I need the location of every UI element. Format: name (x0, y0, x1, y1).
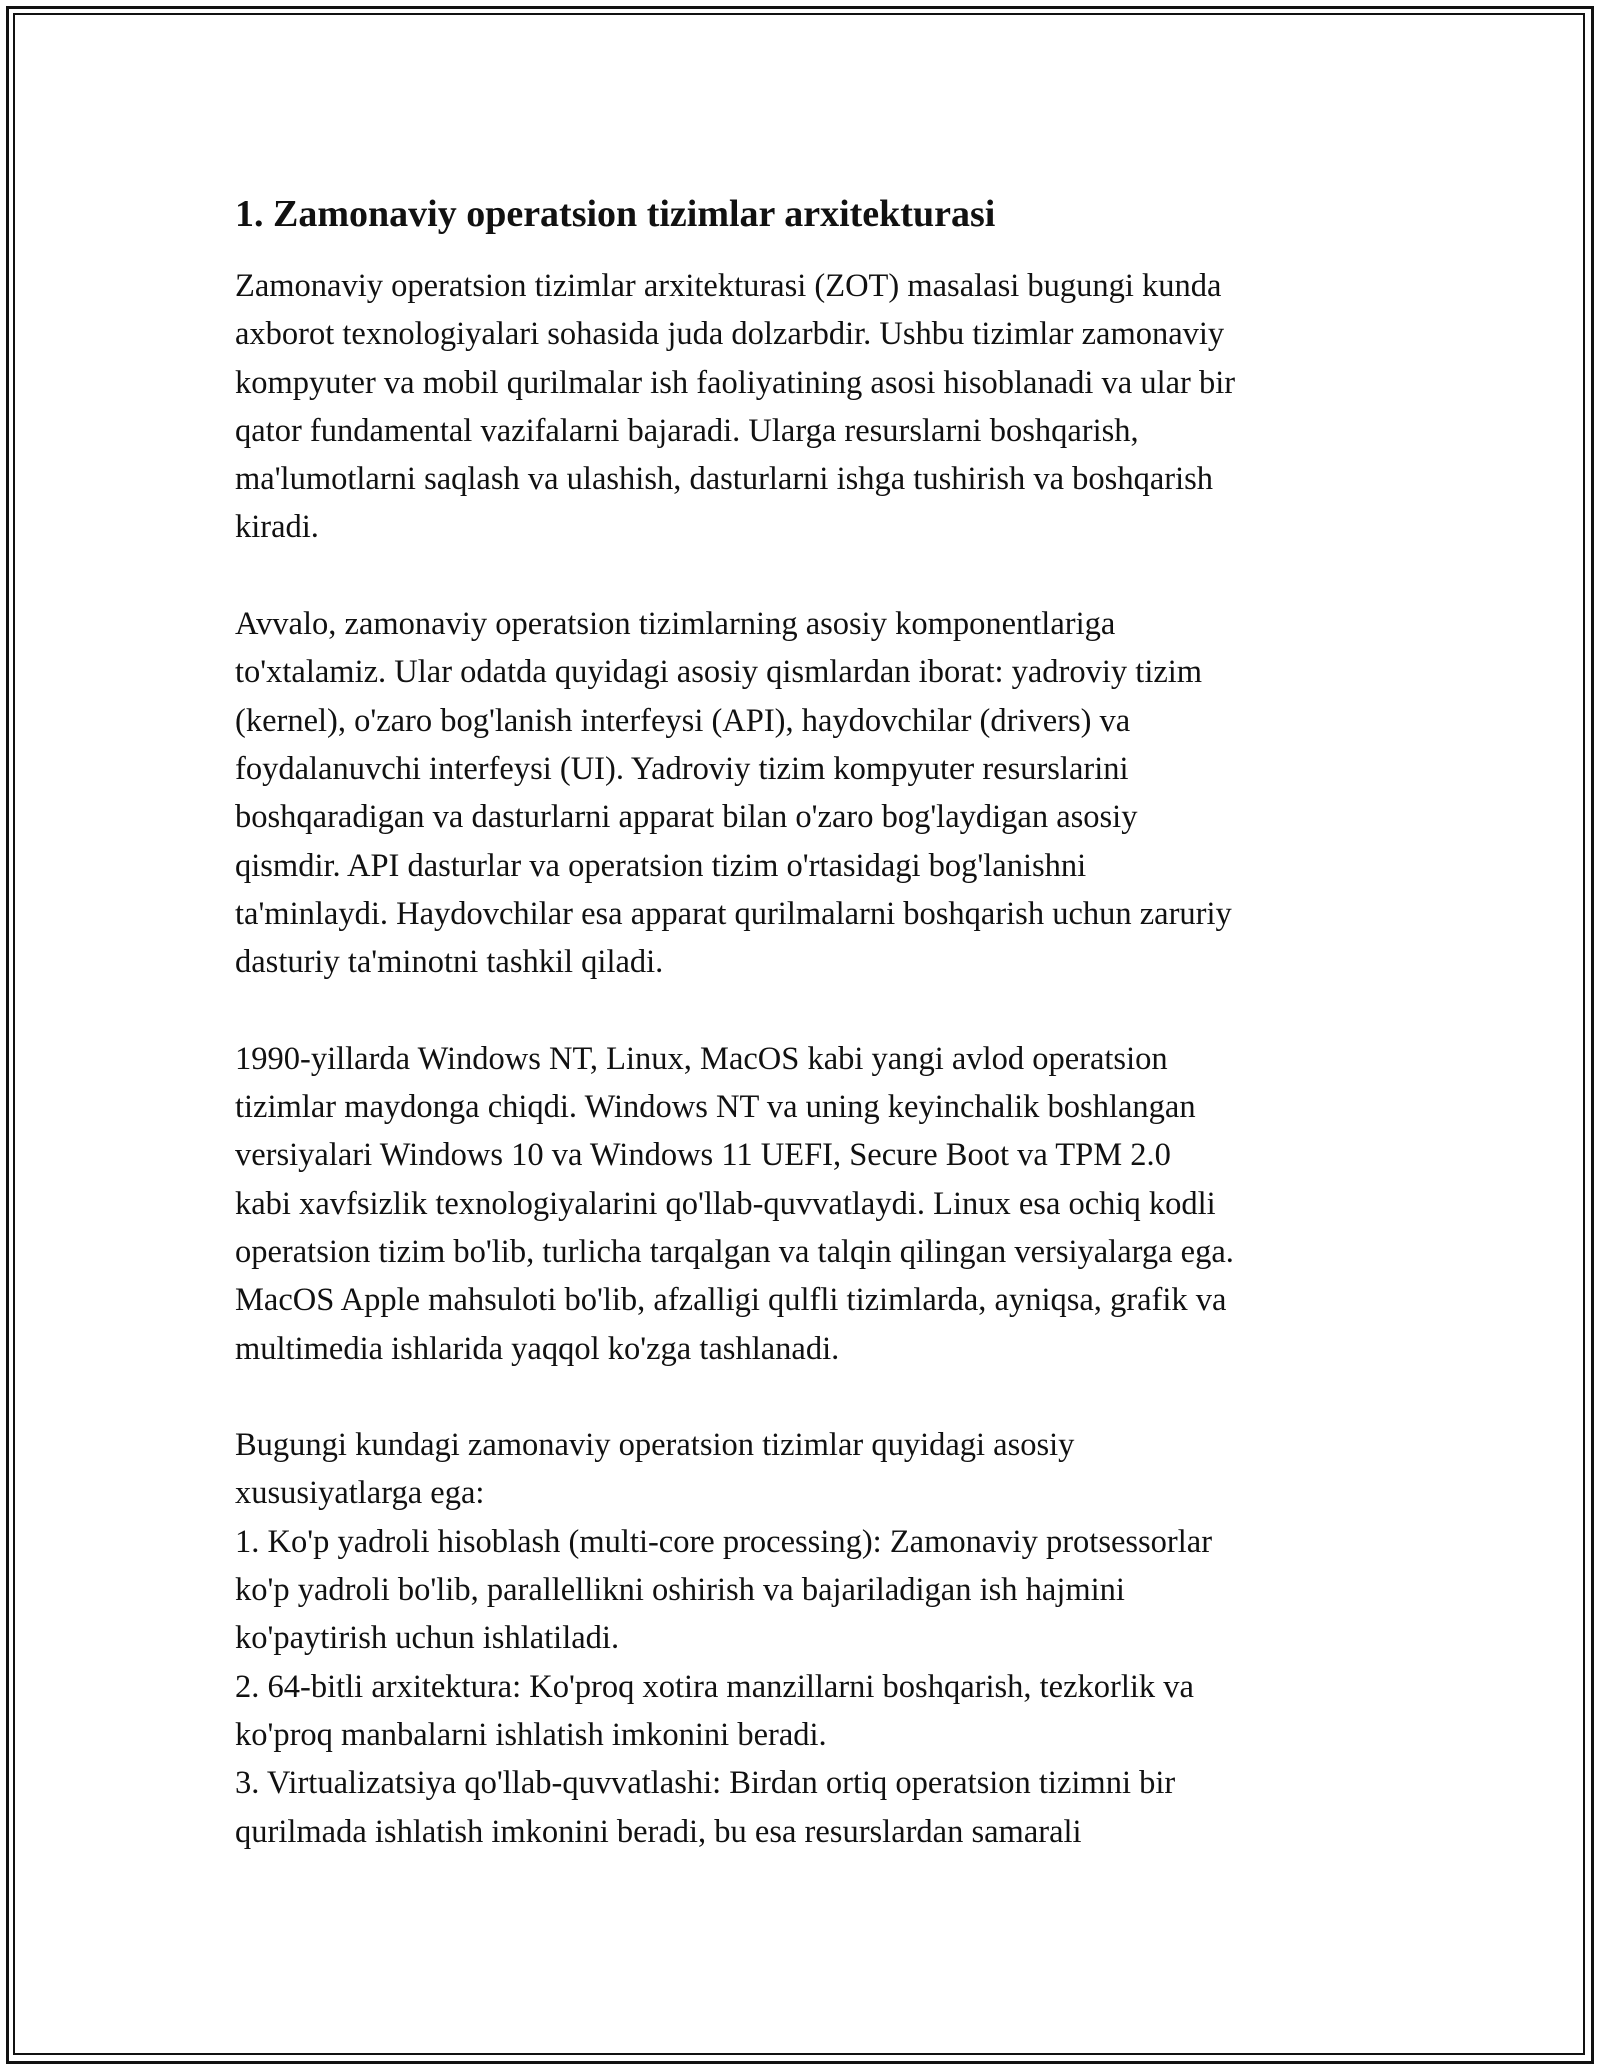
text-line: kiradi. (235, 509, 319, 546)
text-line: ma'lumotlarni saqlash va ulashish, dasturlarni ishga tushirish va boshqarish (235, 461, 1213, 498)
text-line: Avvalo, zamonaviy operatsion tizimlarning asosiy komponentlariga (235, 606, 1116, 643)
text-line: multimedia ishlarida yaqqol ko'zga tashlanadi. (235, 1330, 840, 1367)
list-item: 3. Virtualizatsiya qo'llab-quvvatlashi: Birdan ortiq operatsion tizimni bir (235, 1765, 1176, 1802)
text-line: boshqaradigan va dasturlarni apparat bilan o'zaro bog'laydigan asosiy (235, 799, 1138, 836)
list-item-continuation: qurilmada ishlatish imkonini beradi, bu esa resurslardan samarali (235, 1813, 1082, 1850)
text-line: axborot texnologiyalari sohasida juda dolzarbdir. Ushbu tizimlar zamonaviy (235, 316, 1225, 353)
text-line: Bugungi kundagi zamonaviy operatsion tizimlar quyidagi asosiy (235, 1427, 1075, 1464)
text-line: tizimlar maydonga chiqdi. Windows NT va uning keyinchalik boshlangan (235, 1089, 1196, 1126)
list-item: 2. 64-bitli arxitektura: Ko'proq xotira manzillarni boshqarish, tezkorlik va (235, 1668, 1194, 1705)
text-line: 1990-yillarda Windows NT, Linux, MacOS kabi yangi avlod operatsion (235, 1040, 1168, 1077)
text-line: Zamonaviy operatsion tizimlar arxitekturasi (ZOT) masalasi bugungi kunda (235, 268, 1222, 304)
text-line: MacOS Apple mahsuloti bo'lib, afzalligi qulfli tizimlarda, ayniqsa, grafik va (235, 1282, 1227, 1319)
text-line: kabi xavfsizlik texnologiyalarini qo'llab-quvvatlaydi. Linux esa ochiq kodli (235, 1185, 1216, 1222)
text-line: ta'minlaydi. Haydovchilar esa apparat qurilmalarni boshqarish uchun zaruriy (235, 895, 1232, 932)
paragraph-history (235, 1035, 1375, 1373)
section-heading: 1. Zamonaviy operatsion tizimlar arxitekturasi (235, 193, 996, 235)
list-item-continuation: ko'p yadroli bo'lib, parallellikni oshirish va bajariladigan ish hajmini (235, 1572, 1125, 1609)
paragraph-intro (235, 262, 1375, 552)
text-line: operatsion tizim bo'lib, turlicha tarqalgan va talqin qilingan versiyalarga ega. (235, 1233, 1234, 1270)
paragraph-features (235, 1421, 1375, 1856)
text-line: dasturiy ta'minotni tashkil qiladi. (235, 944, 664, 981)
text-line: xususiyatlarga ega: (235, 1475, 485, 1512)
text-line: versiyalari Windows 10 va Windows 11 UEFI, Secure Boot va TPM 2.0 (235, 1137, 1171, 1174)
text-line: to'xtalamiz. Ular odatda quyidagi asosiy qismlardan iborat: yadroviy tizim (235, 654, 1203, 691)
text-line: qismdir. API dasturlar va operatsion tizim o'rtasidagi bog'lanishni (235, 847, 1087, 884)
list-item-continuation: ko'proq manbalarni ishlatish imkonini beradi. (235, 1716, 827, 1753)
text-line: (kernel), o'zaro bog'lanish interfeysi (API), haydovchilar (drivers) va (235, 702, 1131, 739)
paragraph-components (235, 600, 1375, 986)
list-item-continuation: ko'paytirish uchun ishlatiladi. (235, 1620, 620, 1657)
text-line: kompyuter va mobil qurilmalar ish faoliyatining asosi hisoblanadi va ular bir (235, 364, 1236, 401)
list-item: 1. Ko'p yadroli hisoblash (multi-core processing): Zamonaviy protsessorlar (235, 1523, 1213, 1560)
text-line: qator fundamental vazifalarni bajaradi. Ularga resurslarni boshqarish, (235, 412, 1139, 449)
text-line: foydalanuvchi interfeysi (UI). Yadroviy tizim kompyuter resurslarini (235, 750, 1129, 787)
document-body (235, 186, 1375, 1904)
